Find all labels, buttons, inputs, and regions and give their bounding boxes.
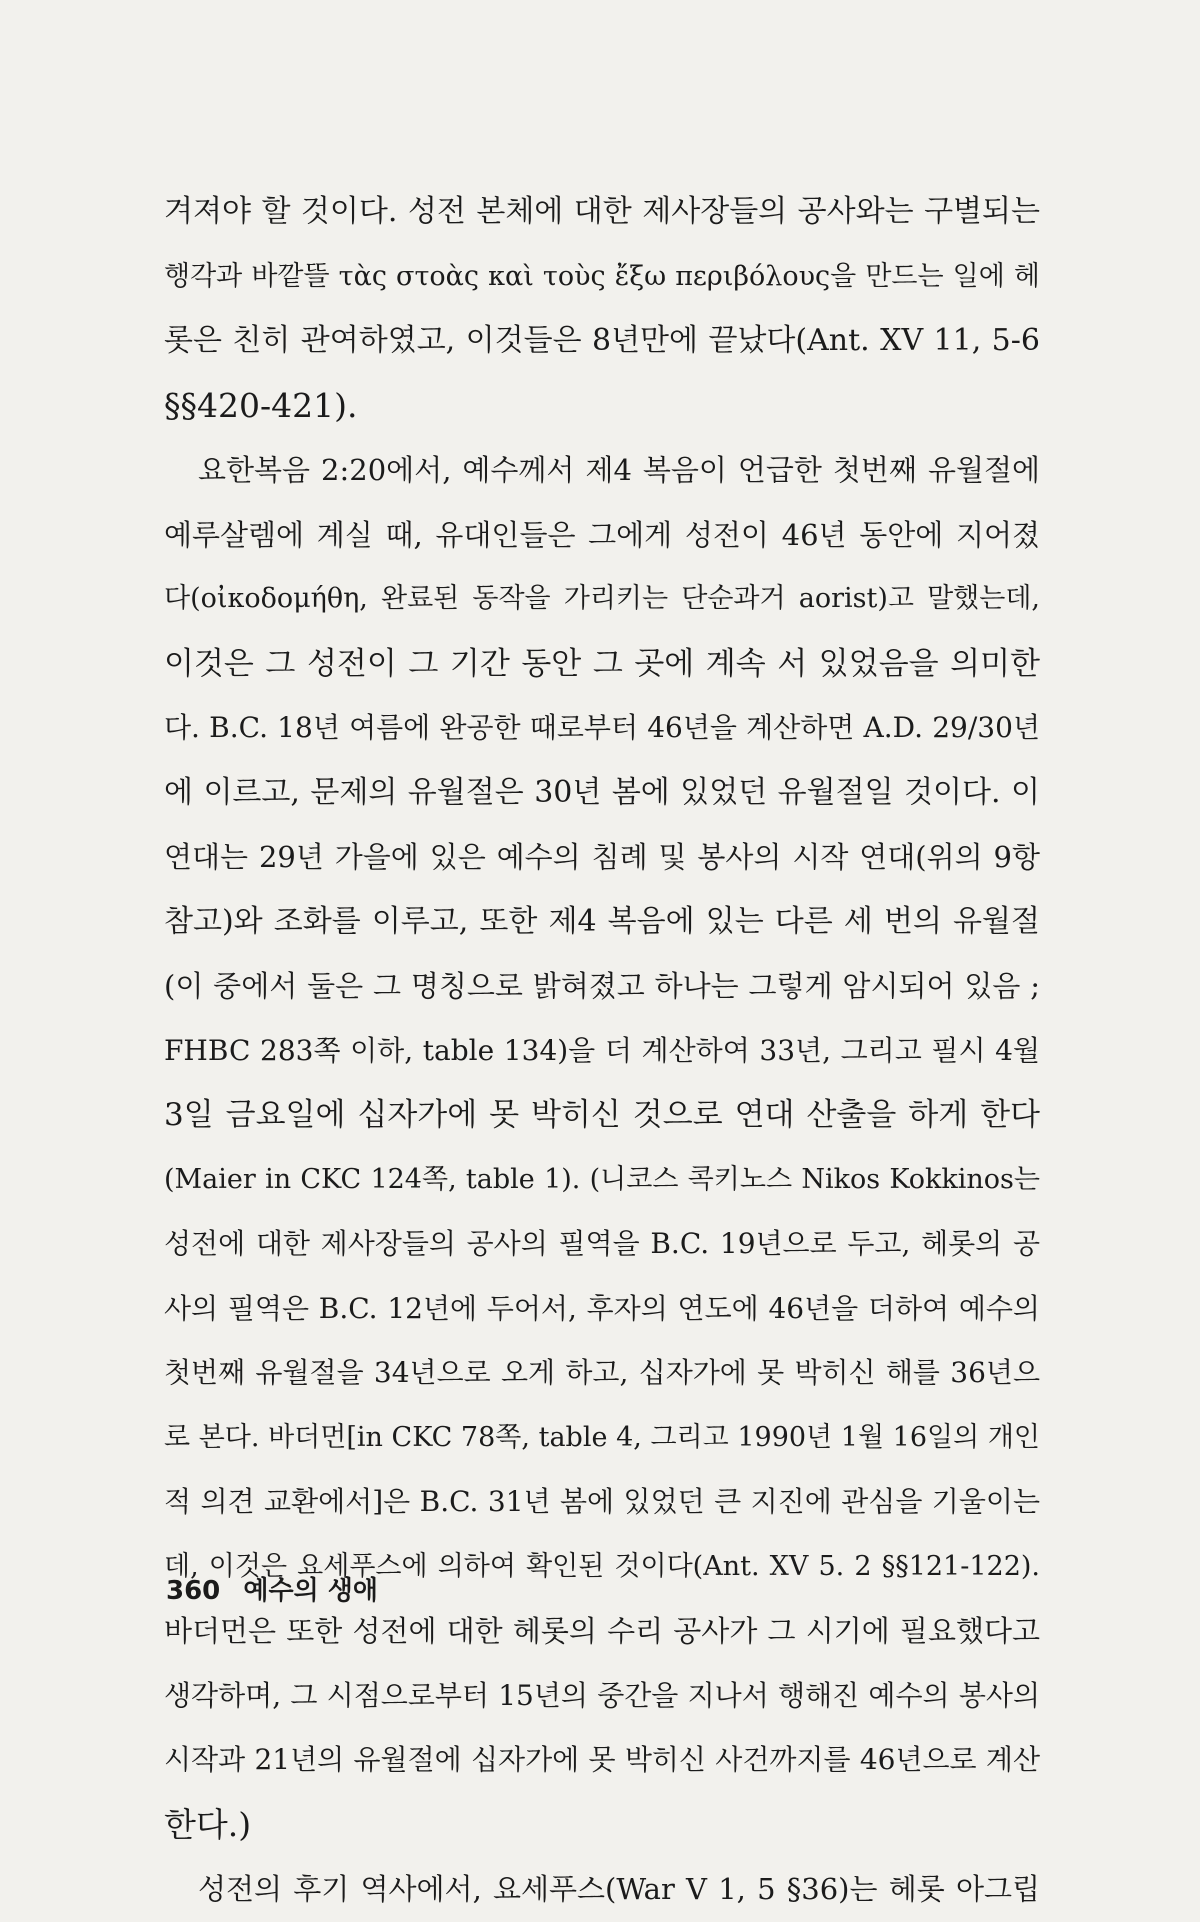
text-line: 예루살렘에 계실 때, 유대인들은 그에게 성전이 46년 동안에 지어졌 (164, 517, 1040, 552)
text-line: 참고)와 조화를 이루고, 또한 제4 복음에 있는 다른 세 번의 유월절 (164, 903, 1040, 939)
body-text (164, 180, 1040, 1922)
text-line: 에 이르고, 문제의 유월절은 30년 봄에 있었던 유월절일 것이다. 이 (164, 774, 1040, 810)
text-line: 겨져야 할 것이다. 성전 본체에 대한 제사장들의 공사와는 구별되는 (164, 194, 1040, 229)
text-line: 행각과 바깥뜰 τὰς στοὰς καὶ τοὺς ἔξω περιβόλους을 만드는 일에 헤 (164, 260, 1040, 292)
text-line: 다(οἰκοδομήθη, 완료된 동작을 가리키는 단순과거 aorist)고 말했는데, (164, 583, 1040, 614)
text-line: 성전에 대한 제사장들의 공사의 필역을 B.C. 19년으로 두고, 헤롯의 공 (164, 1227, 1040, 1260)
text-line: 연대는 29년 가을에 있은 예수의 침례 및 봉사의 시작 연대(위의 9항 (164, 840, 1040, 874)
text-line: (이 중에서 둘은 그 명칭으로 밝혀졌고 하나는 그렇게 암시되어 있음 ; (164, 969, 1040, 1003)
paragraph-start-line: 요한복음 2:20에서, 예수께서 제4 복음이 언급한 첫번째 유월절에 (198, 453, 1040, 487)
text-line: §§420-421). (164, 385, 358, 425)
text-line: FHBC 283쪽 이하, table 134)을 더 계산하여 33년, 그리고 필시 4월 (164, 1033, 1040, 1067)
text-line: 3일 금요일에 십자가에 못 박히신 것으로 연대 산출을 하게 한다 (164, 1097, 1040, 1133)
text-line: 이것은 그 성전이 그 기간 동안 그 곳에 계속 서 있었음을 의미한 (164, 645, 1040, 682)
text-line: (Maier in CKC 124쪽, table 1). (니코스 콕키노스 Nikos Kokkinos는 (164, 1163, 1040, 1195)
text-line: 사의 필역은 B.C. 12년에 두어서, 후자의 연도에 46년을 더하여 예수의 (164, 1291, 1040, 1325)
text-line: 적 의견 교환에서]은 B.C. 31년 봄에 있었던 큰 지진에 관심을 기울이는 (164, 1485, 1040, 1518)
text-line: 생각하며, 그 시점으로부터 15년의 중간을 지나서 행해진 예수의 봉사의 (164, 1678, 1040, 1712)
paragraph-start-line: 성전의 후기 역사에서, 요세푸스(War V 1, 5 §36)는 헤롯 아그립 (198, 1872, 1040, 1906)
page-number: 360 (166, 1576, 221, 1606)
text-line: 다. B.C. 18년 여름에 완공한 때로부터 46년을 계산하면 A.D. 29/30년 (164, 711, 1040, 744)
text-line: 첫번째 유월절을 34년으로 오게 하고, 십자가에 못 박히신 해를 36년으 (164, 1356, 1040, 1389)
text-line: 한다.) (164, 1804, 252, 1844)
text-line: 로 본다. 바더먼[in CKC 78쪽, table 4, 그리고 1990년 1월 16일의 개인 (164, 1421, 1040, 1453)
text-line: 시작과 21년의 유월절에 십자가에 못 박히신 사건까지를 46년으로 계산 (164, 1743, 1040, 1776)
text-line: 바더먼은 또한 성전에 대한 헤롯의 수리 공사가 그 시기에 필요했다고 (164, 1614, 1040, 1648)
text-line: 데, 이것은 요세푸스에 의하여 확인된 것이다(Ant. XV 5. 2 §§121-122). (164, 1550, 1040, 1582)
text-line: 롯은 친히 관여하였고, 이것들은 8년만에 끝났다(Ant. XV 11, 5-6 (164, 323, 1040, 358)
running-title: 예수의 생애 (243, 1576, 378, 1606)
page-footer (166, 1570, 378, 1607)
